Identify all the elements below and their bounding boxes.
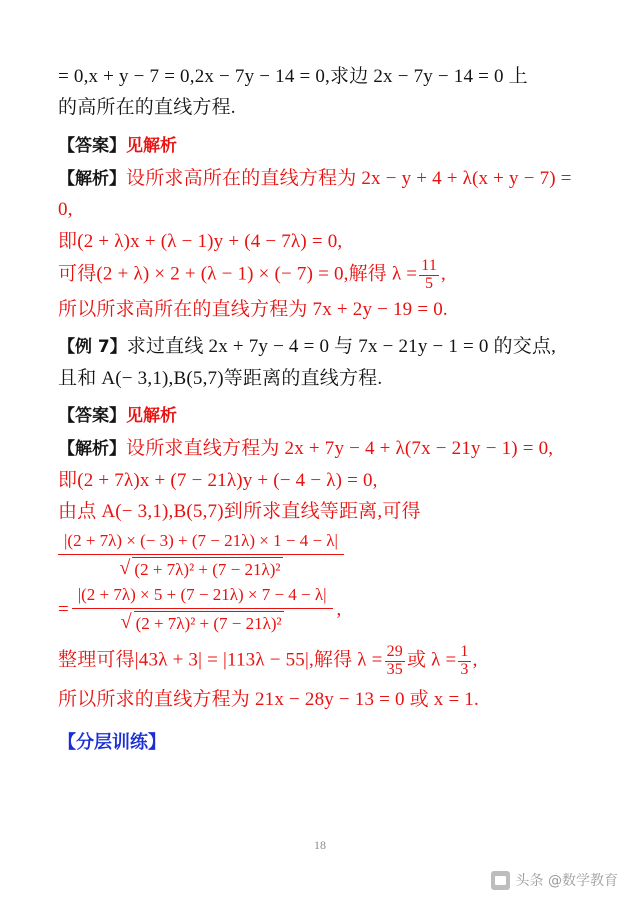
fraction-denominator bbox=[58, 554, 344, 582]
answer-value: 见解析 bbox=[126, 135, 177, 156]
example-label: 【例 7】 bbox=[58, 337, 127, 358]
analysis-block-1 bbox=[58, 164, 582, 193]
fraction-denominator: 3 bbox=[460, 660, 469, 678]
fraction-numerator: 29 bbox=[386, 643, 403, 661]
radicand: (2 + 7λ)² + (7 − 21λ)² bbox=[134, 611, 284, 636]
fraction-denominator: 35 bbox=[386, 660, 403, 678]
analysis-text: 0, bbox=[58, 199, 73, 221]
fraction-11-5 bbox=[419, 258, 439, 293]
answer-label: 【答案】 bbox=[58, 406, 126, 427]
analysis-label: 【解析】 bbox=[58, 439, 126, 460]
equals-sign: = bbox=[58, 599, 69, 621]
analysis-label: 【解析】 bbox=[58, 168, 126, 189]
watermark bbox=[491, 870, 618, 890]
square-root bbox=[119, 557, 282, 582]
answer-label: 【答案】 bbox=[58, 135, 126, 156]
distance-fraction-right bbox=[72, 584, 333, 636]
answer-block-2 bbox=[58, 401, 582, 426]
conclusion-text-a: 整理可得|43λ + 3| = |113λ − 55|,解得 λ = bbox=[58, 649, 383, 671]
analysis-text: 设所求高所在的直线方程为 2x − y + 4 + λ(x + y − 7) = bbox=[126, 167, 572, 189]
equation-trailing-comma: , bbox=[336, 599, 342, 621]
equation-line-1 bbox=[58, 530, 582, 582]
conclusion-line-2: 所以所求的直线方程为 21x − 28y − 13 = 0 或 x = 1. bbox=[58, 688, 479, 710]
analysis-text-part: 可得(2 + λ) × 2 + (λ − 1) × (− 7) = 0,解得 λ = bbox=[58, 263, 418, 285]
page-number: 18 bbox=[314, 838, 326, 852]
radical-icon: √ bbox=[119, 557, 131, 580]
fraction-numerator: 11 bbox=[421, 257, 438, 275]
fraction-denominator bbox=[72, 608, 333, 636]
conclusion-text-c: , bbox=[472, 649, 478, 671]
equation-line-2 bbox=[58, 584, 582, 636]
example-text: 且和 A(− 3,1),B(5,7)等距离的直线方程. bbox=[58, 367, 383, 389]
body-line: 的高所在的直线方程. bbox=[58, 97, 236, 119]
fraction-numerator: |(2 + 7λ) × (− 3) + (7 − 21λ) × 1 − 4 − λ| bbox=[64, 531, 338, 551]
toutiao-logo-icon bbox=[491, 871, 510, 890]
analysis-block-2 bbox=[58, 434, 582, 463]
conclusion-text-b: 或 λ = bbox=[406, 649, 457, 671]
square-root bbox=[121, 611, 284, 636]
analysis-text: 设所求直线方程为 2x + 7y − 4 + λ(7x − 21y − 1) = 0, bbox=[126, 438, 554, 460]
page-content bbox=[58, 62, 582, 756]
analysis-text: 即(2 + 7λ)x + (7 − 21λ)y + (− 4 − λ) = 0, bbox=[58, 469, 378, 491]
watermark-text: 头条 @数学教育 bbox=[515, 873, 618, 889]
analysis-text: 所以所求高所在的直线方程为 7x + 2y − 19 = 0. bbox=[58, 298, 448, 320]
fraction-numerator: |(2 + 7λ) × 5 + (7 − 21λ) × 7 − 4 − λ| bbox=[77, 585, 327, 605]
radical-icon: √ bbox=[120, 611, 132, 634]
analysis-text: 由点 A(− 3,1),B(5,7)到所求直线等距离,可得 bbox=[58, 500, 421, 522]
fraction-1-3 bbox=[458, 644, 470, 679]
analysis-text: 即(2 + λ)x + (λ − 1)y + (4 − 7λ) = 0, bbox=[58, 230, 343, 252]
example-text: 求过直线 2x + 7y − 4 = 0 与 7x − 21y − 1 = 0 的交点, bbox=[126, 336, 557, 358]
radicand: (2 + 7λ)² + (7 − 21λ)² bbox=[132, 557, 282, 582]
conclusion-line-1 bbox=[58, 644, 582, 679]
fraction-denominator: 5 bbox=[419, 275, 439, 293]
analysis-text-part: , bbox=[441, 263, 446, 285]
section-heading bbox=[58, 728, 582, 754]
example-block bbox=[58, 332, 582, 361]
section-heading-label: 【分层训练】 bbox=[58, 732, 166, 754]
body-line: = 0,x + y − 7 = 0,2x − 7y − 14 = 0,求边 2x − 7y − 14 = 0 上 bbox=[58, 66, 528, 87]
distance-fraction-left bbox=[58, 530, 344, 582]
fraction-numerator: 1 bbox=[460, 643, 469, 661]
analysis-text-fraction bbox=[58, 258, 582, 293]
answer-block-1 bbox=[58, 131, 582, 156]
answer-value: 见解析 bbox=[126, 406, 177, 427]
fraction-29-35 bbox=[385, 644, 405, 679]
